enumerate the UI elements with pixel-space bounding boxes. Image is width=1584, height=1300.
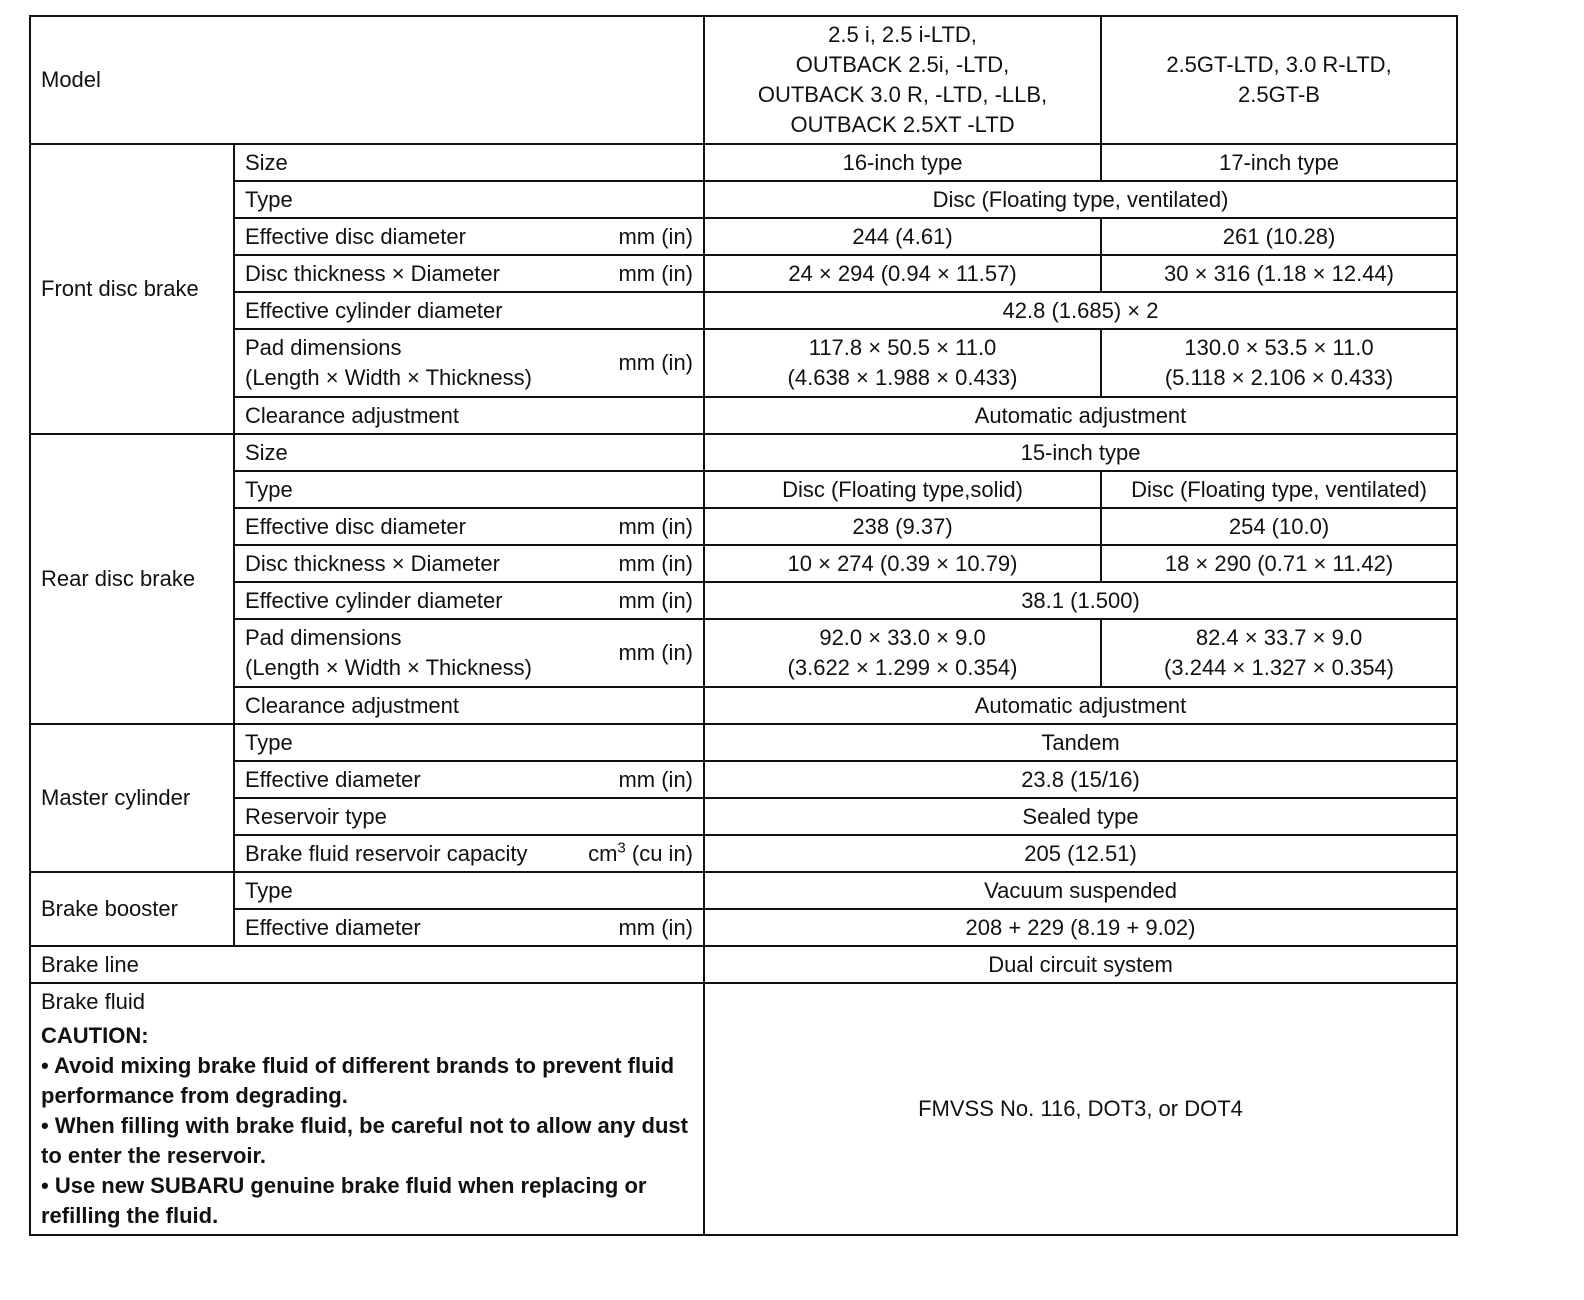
caution-item: • Avoid mixing brake fluid of different brands to prevent fluid performance from degrading. — [41, 1053, 675, 1108]
value-cell: 17-inch type — [1101, 144, 1457, 181]
table-row — [30, 545, 1457, 582]
brake-fluid-label: Brake fluid — [41, 989, 145, 1014]
item-label: Brake fluid reservoir capacity $cm^3$ (cu in) — [234, 835, 704, 872]
item-label: Effective diameter mm (in) — [234, 909, 704, 946]
table-row — [30, 144, 1457, 181]
value-cell: Automatic adjustment — [704, 687, 1457, 724]
value-cell: 15-inch type — [704, 434, 1457, 471]
model-col2: 2.5GT-LTD, 3.0 R-LTD, 2.5GT-B — [1101, 16, 1457, 144]
table-row — [30, 835, 1457, 872]
item-label: Type — [234, 181, 704, 218]
table-row — [30, 798, 1457, 835]
table-row — [30, 181, 1457, 218]
table-row — [30, 872, 1457, 909]
value-cell: 130.0 × 53.5 × 11.0 (5.118 × 2.106 × 0.433) — [1101, 329, 1457, 397]
table-row — [30, 255, 1457, 292]
value-cell: Automatic adjustment — [704, 397, 1457, 434]
value-cell: 254 (10.0) — [1101, 508, 1457, 545]
value-cell: 23.8 (15/16) — [704, 761, 1457, 798]
item-label: Reservoir type — [234, 798, 704, 835]
item-label: Clearance adjustment — [234, 687, 704, 724]
item-label: Effective diameter mm (in) — [234, 761, 704, 798]
item-label: Disc thickness × Diameter mm (in) — [234, 255, 704, 292]
caution-title: CAUTION: — [41, 1023, 149, 1048]
value-cell: Tandem — [704, 724, 1457, 761]
item-label: Type — [234, 471, 704, 508]
table-row — [30, 761, 1457, 798]
value-cell: 238 (9.37) — [704, 508, 1101, 545]
table-row — [30, 724, 1457, 761]
caution-item: • When filling with brake fluid, be careful not to allow any dust to enter the reservoir. — [41, 1113, 688, 1168]
value-cell: 205 (12.51) — [704, 835, 1457, 872]
item-label: Type — [234, 724, 704, 761]
master-group-label: Master cylinder — [30, 724, 234, 872]
item-label: Pad dimensions (Length × Width × Thickness) mm (in) — [234, 329, 704, 397]
value-cell: 38.1 (1.500) — [704, 582, 1457, 619]
item-label: Pad dimensions (Length × Width × Thickness) mm (in) — [234, 619, 704, 687]
value-cell: 82.4 × 33.7 × 9.0 (3.244 × 1.327 × 0.354) — [1101, 619, 1457, 687]
model-label: Model — [30, 16, 704, 144]
value-cell: 208 + 229 (8.19 + 9.02) — [704, 909, 1457, 946]
table-row — [30, 471, 1457, 508]
front-group-label: Front disc brake — [30, 144, 234, 434]
value-cell: Vacuum suspended — [704, 872, 1457, 909]
table-row — [30, 508, 1457, 545]
table-row — [30, 582, 1457, 619]
brake-fluid-value: FMVSS No. 116, DOT3, or DOT4 — [704, 983, 1457, 1235]
item-label: Type — [234, 872, 704, 909]
table-row — [30, 687, 1457, 724]
item-label: Effective disc diameter mm (in) — [234, 508, 704, 545]
value-cell: Disc (Floating type, ventilated) — [704, 181, 1457, 218]
table-row — [30, 619, 1457, 687]
value-cell: 24 × 294 (0.94 × 11.57) — [704, 255, 1101, 292]
item-label: Effective cylinder diameter — [234, 292, 704, 329]
caution-item: • Use new SUBARU genuine brake fluid when replacing or refilling the fluid. — [41, 1173, 647, 1228]
item-label: Effective cylinder diameter mm (in) — [234, 582, 704, 619]
table-row — [30, 983, 1457, 1235]
item-label: Size — [234, 144, 704, 181]
brake-line-label: Brake line — [30, 946, 704, 983]
table-row — [30, 946, 1457, 983]
item-label: Disc thickness × Diameter mm (in) — [234, 545, 704, 582]
item-label: Effective disc diameter mm (in) — [234, 218, 704, 255]
value-cell: 244 (4.61) — [704, 218, 1101, 255]
value-cell: 10 × 274 (0.39 × 10.79) — [704, 545, 1101, 582]
model-col1: 2.5 i, 2.5 i-LTD, OUTBACK 2.5i, -LTD, OUTBACK 3.0 R, -LTD, -LLB, OUTBACK 2.5XT -LTD — [704, 16, 1101, 144]
value-cell: 42.8 (1.685) × 2 — [704, 292, 1457, 329]
value-cell: Dual circuit system — [704, 946, 1457, 983]
table-row — [30, 434, 1457, 471]
value-cell: 30 × 316 (1.18 × 12.44) — [1101, 255, 1457, 292]
brake-spec-table — [29, 15, 1458, 1236]
rear-group-label: Rear disc brake — [30, 434, 234, 724]
value-cell: 261 (10.28) — [1101, 218, 1457, 255]
table-row — [30, 218, 1457, 255]
booster-group-label: Brake booster — [30, 872, 234, 946]
value-cell: Disc (Floating type, ventilated) — [1101, 471, 1457, 508]
table-row — [30, 16, 1457, 144]
table-row — [30, 329, 1457, 397]
value-cell: 18 × 290 (0.71 × 11.42) — [1101, 545, 1457, 582]
value-cell: Sealed type — [704, 798, 1457, 835]
table-row — [30, 909, 1457, 946]
value-cell: 117.8 × 50.5 × 11.0 (4.638 × 1.988 × 0.433) — [704, 329, 1101, 397]
item-label: Size — [234, 434, 704, 471]
item-label: Clearance adjustment — [234, 397, 704, 434]
value-cell: Disc (Floating type,solid) — [704, 471, 1101, 508]
table-row — [30, 397, 1457, 434]
brake-fluid-cell — [30, 983, 704, 1235]
value-cell: 92.0 × 33.0 × 9.0 (3.622 × 1.299 × 0.354) — [704, 619, 1101, 687]
table-row — [30, 292, 1457, 329]
value-cell: 16-inch type — [704, 144, 1101, 181]
